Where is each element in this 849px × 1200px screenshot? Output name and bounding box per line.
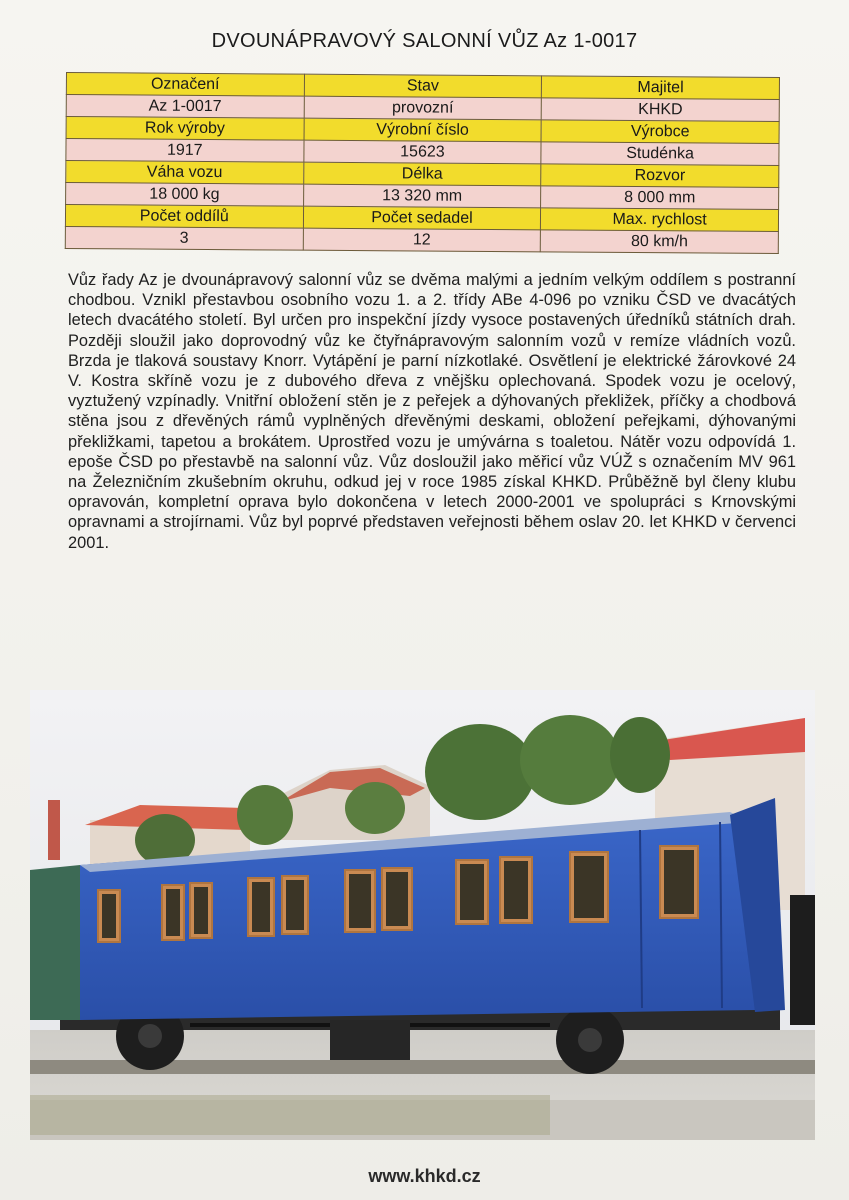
spec-label-cell: Počet sedadel [303, 206, 541, 230]
spec-label-cell: Výrobní číslo [304, 118, 542, 142]
spec-value-cell: 12 [303, 228, 541, 252]
spec-value-cell: 1917 [66, 139, 304, 163]
spec-label-cell: Rozvor [541, 164, 779, 188]
spec-value-cell: Studénka [541, 142, 779, 166]
spec-value-cell: 8 000 mm [541, 186, 779, 210]
spec-value-cell: 80 km/h [541, 230, 779, 254]
spec-value-cell: Az 1-0017 [66, 95, 304, 119]
spec-label-cell: Váha vozu [66, 161, 304, 185]
website-url: www.khkd.cz [368, 1166, 481, 1186]
specification-table [65, 72, 780, 254]
spec-value-cell: 15623 [304, 140, 542, 164]
spec-label-cell: Označení [66, 73, 304, 97]
spec-value-cell: 13 320 mm [303, 184, 541, 208]
spec-label-cell: Počet oddílů [65, 205, 303, 229]
spec-value-cell: provozní [304, 96, 542, 120]
spec-label-cell: Max. rychlost [541, 208, 779, 232]
spec-label-cell: Majitel [542, 76, 780, 100]
spec-label-cell: Rok výroby [66, 117, 304, 141]
spec-label-cell: Stav [304, 74, 542, 98]
spec-value-cell: KHKD [541, 98, 779, 122]
spec-value-row [65, 226, 778, 253]
description-paragraph: Vůz řady Az je dvounápravový salonní vůz se dvěma malými a jedním velkým oddílem s postranní chodbou. Vznikl přestavbou osobního vozu 1. a 2. třídy ABe 4-096 po vzniku ČSD ve dvacátých letech dvacátého století. Byl určen pro inspekční jízdy vysoce postavených úředníků státních drah. Později sloužil jako doprovodný vůz ke čtyřnápravovým salonním vozů v remíze vládních vozů. Brzda je tlaková soustavy Knorr. Vytápění je parní nízkotlaké. Osvětlení je elektrické žárovkové 24 V. Kostra skříně vozu je z dubového dřeva z vnějšku oplechovaná. Spodek vozu je ocelový, vyztužený vzpínadly. Vnitřní obložení stěn je z peřejek a dýhovaných překližek, příčky a chodbová stěna jsou z dřevěných rámů vyplněných dřevěnými deskami, obložení peřejkami, dýhovanými překližkami, tapetou a brokátem. Uprostřed vozu je umývárna s toaletou. Nátěr vozu odpovídá 1. epoše ČSD po přestavbě na salonní vůz. Vůz dosloužil jako měřicí vůz VÚŽ s označením MV 961 na Železničním zkušebním okruhu, odkud jej v roce 1985 získal KHKD. Průběžně byl členy klubu opravován, kompletní oprava bylo dokončena v letech 2000-2001 ve spolupráci s Krnovskými opravnami a strojírnami. Vůz byl poprvé představen veřejnosti během oslav 20. let KHKD v červenci 2001. [68, 271, 796, 552]
carriage-photo [30, 690, 815, 1140]
spec-label-cell: Výrobce [541, 120, 779, 144]
spec-value-cell: 18 000 kg [66, 183, 304, 207]
spec-label-cell: Délka [303, 162, 541, 186]
spec-value-cell: 3 [65, 226, 303, 250]
page-title: DVOUNÁPRAVOVÝ SALONNÍ VŮZ Az 1-0017 [211, 30, 638, 52]
